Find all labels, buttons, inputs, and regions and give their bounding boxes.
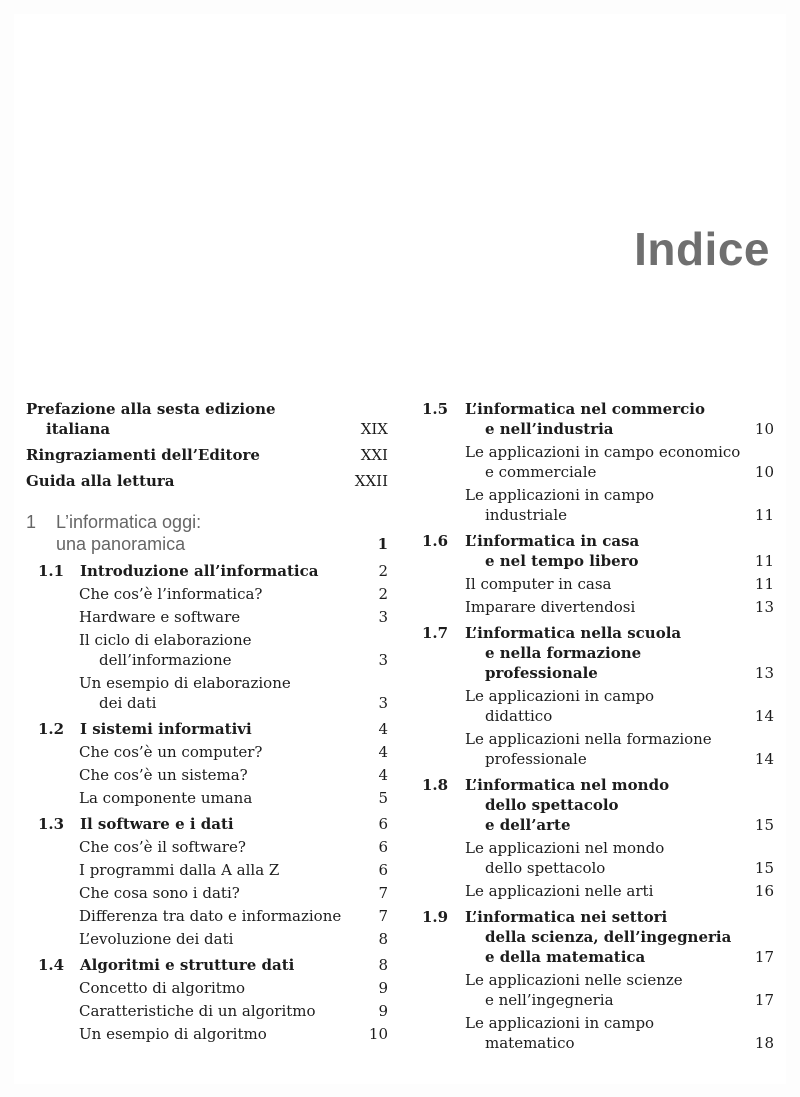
subsection-title-line: Le applicazioni in campo — [465, 486, 655, 504]
subsection-page: 11 — [754, 575, 774, 593]
section-title — [422, 775, 744, 835]
subsection-page: 14 — [754, 707, 774, 725]
subsection-title-line: Caratteristiche di un algoritmo — [79, 1002, 316, 1020]
subsection-page: 5 — [378, 789, 388, 807]
subsection-title-line: Che cos’è un computer? — [79, 743, 263, 761]
subsection-title-line: Il computer in casa — [465, 575, 612, 593]
subsection-page: 7 — [378, 884, 388, 902]
subsection-title-line: Il ciclo di elaborazione — [79, 631, 252, 649]
front-matter-page: XXII — [354, 472, 388, 490]
subsection-page: 10 — [368, 1025, 388, 1043]
subsection-entry[interactable] — [26, 607, 388, 627]
subsection-entry[interactable] — [26, 788, 388, 808]
subsection-title-line: dell’informazione — [99, 651, 232, 669]
section-title-line: Introduzione all’informatica — [80, 562, 319, 580]
section-title-line: e nell’industria — [485, 420, 614, 438]
section-page: 13 — [754, 664, 774, 682]
subsection-entry[interactable] — [26, 1001, 388, 1021]
section-page: 17 — [754, 948, 774, 966]
subsection-title — [26, 1024, 358, 1044]
subsection-title — [422, 686, 744, 726]
section-title-line: L’informatica nel commercio — [465, 400, 705, 418]
subsection-entry[interactable] — [26, 860, 388, 880]
section-title — [26, 814, 358, 834]
subsection-entry[interactable] — [422, 881, 774, 901]
subsection-title-line: Differenza tra dato e informazione — [79, 907, 342, 925]
subsection-page: 4 — [378, 743, 388, 761]
subsection-entry[interactable] — [422, 686, 774, 726]
subsection-entry[interactable] — [26, 1024, 388, 1044]
section-title — [422, 399, 744, 439]
subsection-title — [422, 729, 744, 769]
subsection-title-line: professionale — [485, 750, 587, 768]
section-entry[interactable] — [26, 561, 388, 581]
subsection-entry[interactable] — [26, 906, 388, 926]
subsection-title — [26, 584, 358, 604]
left-sections — [26, 561, 388, 1044]
subsection-page: 11 — [754, 506, 774, 524]
subsection-page: 8 — [378, 930, 388, 948]
front-matter-title-line1: Prefazione alla sesta edizione — [26, 400, 276, 418]
subsection-title — [422, 574, 744, 594]
subsection-title-line: Imparare divertendosi — [465, 598, 636, 616]
front-matter-entry[interactable] — [26, 399, 388, 439]
subsection-page: 6 — [378, 861, 388, 879]
section-number: 1.4 — [38, 956, 65, 974]
subsection-title-line: La componente umana — [79, 789, 253, 807]
subsection-title — [26, 630, 358, 670]
subsection-title-line: Le applicazioni in campo economico — [465, 443, 741, 461]
section-page: 11 — [754, 552, 774, 570]
subsection-page: 10 — [754, 463, 774, 481]
subsection-title — [26, 742, 358, 762]
subsection-page: 9 — [378, 1002, 388, 1020]
section-entry[interactable] — [26, 719, 388, 739]
section-title — [422, 531, 744, 571]
section-number: 1.9 — [422, 908, 449, 926]
front-matter-page: XIX — [360, 420, 388, 438]
subsection-title-line: matematico — [485, 1034, 575, 1052]
subsection-entry[interactable] — [26, 742, 388, 762]
subsection-title-line: Che cos’è il software? — [79, 838, 246, 856]
subsection-title — [422, 881, 744, 901]
section-number: 1.1 — [38, 562, 65, 580]
section-number: 1.5 — [422, 400, 449, 418]
subsection-page: 16 — [754, 882, 774, 900]
subsection-title — [422, 485, 744, 525]
subsection-entry[interactable] — [422, 597, 774, 617]
section-title — [26, 719, 358, 739]
front-matter-entry[interactable] — [26, 471, 388, 491]
subsection-page: 18 — [754, 1034, 774, 1052]
section-page: 8 — [378, 956, 388, 974]
section-page: 10 — [754, 420, 774, 438]
section-entry[interactable] — [422, 623, 774, 683]
front-matter-title-line2: italiana — [46, 420, 111, 438]
subsection-title — [422, 838, 744, 878]
section-page: 2 — [378, 562, 388, 580]
subsection-title-line: didattico — [485, 707, 553, 725]
chapter-title-line2: una panoramica — [56, 534, 186, 554]
front-matter-title — [26, 471, 355, 491]
subsection-page: 13 — [754, 598, 774, 616]
page-title: Indice — [634, 223, 770, 275]
section-title-line: e nella formazione — [485, 644, 642, 662]
subsection-entry[interactable] — [26, 929, 388, 949]
front-matter-title — [26, 399, 358, 439]
subsection-page: 15 — [754, 859, 774, 877]
chapter-entry[interactable] — [26, 511, 388, 555]
section-entry[interactable] — [422, 399, 774, 439]
subsection-title-line: Le applicazioni nel mondo — [465, 839, 665, 857]
subsection-title — [26, 673, 358, 713]
subsection-entry[interactable] — [26, 765, 388, 785]
subsection-title — [26, 607, 358, 627]
section-page: 6 — [378, 815, 388, 833]
subsection-title — [26, 1001, 358, 1021]
section-entry[interactable] — [422, 907, 774, 967]
subsection-page: 3 — [378, 608, 388, 626]
front-matter-title-line1: Guida alla lettura — [26, 472, 175, 490]
toc-left-column — [26, 393, 388, 1044]
section-page: 4 — [378, 720, 388, 738]
section-entry[interactable] — [26, 814, 388, 834]
subsection-entry[interactable] — [422, 574, 774, 594]
section-entry[interactable] — [422, 775, 774, 835]
subsection-title — [422, 597, 744, 617]
section-title-line: L’informatica in casa — [465, 532, 640, 550]
right-sections — [422, 399, 774, 1053]
front-matter-list — [26, 399, 388, 491]
section-number: 1.8 — [422, 776, 449, 794]
subsection-entry[interactable] — [26, 837, 388, 857]
subsection-title-line: Le applicazioni in campo — [465, 687, 655, 705]
toc-right-column — [422, 393, 774, 1053]
section-title-line: L’informatica nella scuola — [465, 624, 682, 642]
subsection-title-line: Le applicazioni nelle arti — [465, 882, 654, 900]
subsection-title — [26, 906, 358, 926]
section-title-line: L’informatica nei settori — [465, 908, 668, 926]
subsection-page: 14 — [754, 750, 774, 768]
subsection-title-line: dello spettacolo — [485, 859, 606, 877]
section-entry[interactable] — [422, 531, 774, 571]
subsection-title-line: Un esempio di elaborazione — [79, 674, 291, 692]
front-matter-entry[interactable] — [26, 445, 388, 465]
subsection-title — [26, 765, 358, 785]
subsection-title-line: dei dati — [99, 694, 157, 712]
subsection-entry[interactable] — [422, 729, 774, 769]
subsection-page: 7 — [378, 907, 388, 925]
chapter-title-line1: L’informatica oggi: — [56, 512, 202, 532]
chapter-page: 1 — [377, 535, 388, 553]
subsection-entry[interactable] — [422, 838, 774, 878]
subsection-title-line: Hardware e software — [79, 608, 241, 626]
subsection-page: 9 — [378, 979, 388, 997]
subsection-title-line: L’evoluzione dei dati — [79, 930, 234, 948]
subsection-title — [26, 883, 358, 903]
subsection-entry[interactable] — [422, 970, 774, 1010]
subsection-title — [26, 837, 358, 857]
section-title-line: I sistemi informativi — [80, 720, 252, 738]
front-matter-title-line1: Ringraziamenti dell’Editore — [26, 446, 260, 464]
subsection-title-line: e commerciale — [485, 463, 597, 481]
chapter-number: 1 — [26, 512, 37, 532]
subsection-entry[interactable] — [26, 673, 388, 713]
subsection-page: 3 — [378, 694, 388, 712]
subsection-title — [26, 929, 358, 949]
subsection-title — [422, 1013, 744, 1053]
section-page: 15 — [754, 816, 774, 834]
subsection-entry[interactable] — [26, 978, 388, 998]
subsection-title-line: Le applicazioni nella formazione — [465, 730, 712, 748]
subsection-entry[interactable] — [422, 1013, 774, 1053]
section-number: 1.2 — [38, 720, 65, 738]
subsection-title — [26, 860, 358, 880]
subsection-page: 2 — [378, 585, 388, 603]
subsection-title — [422, 442, 744, 482]
subsection-title-line: Un esempio di algoritmo — [79, 1025, 267, 1043]
section-number: 1.7 — [422, 624, 449, 642]
subsection-title-line: Che cosa sono i dati? — [79, 884, 240, 902]
front-matter-page: XXI — [360, 446, 388, 464]
section-number: 1.6 — [422, 532, 449, 550]
subsection-title-line: industriale — [485, 506, 568, 524]
subsection-title-line: Che cos’è l’informatica? — [79, 585, 263, 603]
section-title-line: e della matematica — [485, 948, 646, 966]
subsection-title-line: Concetto di algoritmo — [79, 979, 246, 997]
subsection-entry[interactable] — [26, 584, 388, 604]
subsection-page: 4 — [378, 766, 388, 784]
subsection-title-line: Le applicazioni nelle scienze — [465, 971, 683, 989]
subsection-title — [26, 788, 358, 808]
section-title-line: Algoritmi e strutture dati — [80, 956, 295, 974]
section-title-line: L’informatica nel mondo — [465, 776, 670, 794]
section-title — [26, 561, 358, 581]
section-title — [422, 907, 744, 967]
section-title — [422, 623, 744, 683]
subsection-title — [422, 970, 744, 1010]
section-entry[interactable] — [26, 955, 388, 975]
section-title-line: professionale — [485, 664, 598, 682]
subsection-entry[interactable] — [26, 883, 388, 903]
section-title-line: e dell’arte — [485, 816, 571, 834]
subsection-page: 3 — [378, 651, 388, 669]
section-title-line: Il software e i dati — [80, 815, 234, 833]
subsection-entry[interactable] — [422, 442, 774, 482]
subsection-title-line: I programmi dalla A alla Z — [79, 861, 280, 879]
subsection-title-line: Le applicazioni in campo — [465, 1014, 655, 1032]
subsection-page: 6 — [378, 838, 388, 856]
section-title-line: della scienza, dell’ingegneria — [485, 928, 732, 946]
subsection-title-line: Che cos’è un sistema? — [79, 766, 248, 784]
section-title-line: e nel tempo libero — [485, 552, 639, 570]
subsection-title — [26, 978, 358, 998]
subsection-title-line: e nell’ingegneria — [485, 991, 614, 1009]
subsection-entry[interactable] — [422, 485, 774, 525]
subsection-entry[interactable] — [26, 630, 388, 670]
section-number: 1.3 — [38, 815, 65, 833]
front-matter-title — [26, 445, 358, 465]
section-title-line: dello spettacolo — [485, 796, 619, 814]
subsection-page: 17 — [754, 991, 774, 1009]
section-title — [26, 955, 358, 975]
